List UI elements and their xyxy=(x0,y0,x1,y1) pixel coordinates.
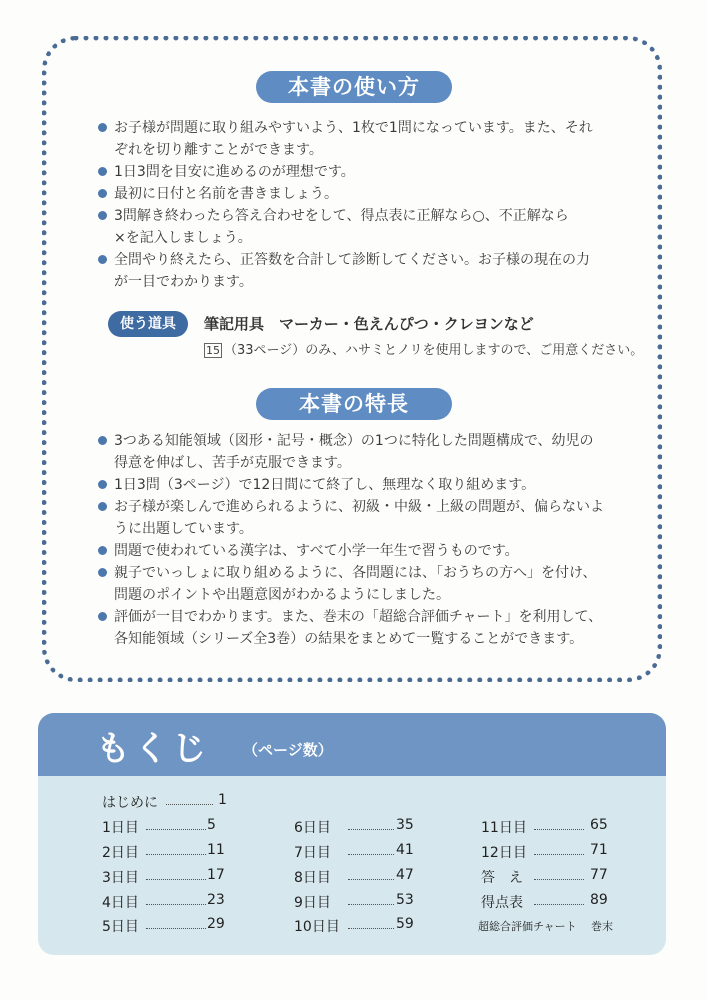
usage-item-line: 3問解き終わったら答え合わせをして、得点表に正解なら○、不正解なら xyxy=(114,208,569,224)
tools-main-text: 筆記用具 マーカー・色えんぴつ・クレヨンなど xyxy=(204,315,534,333)
usage-item xyxy=(98,117,638,161)
toc-entry-label-c1-1: 2日目 xyxy=(102,845,139,861)
toc-leader-c1-2 xyxy=(146,879,206,880)
features-item-line: 問題のポイントや出題意図がわかるようにしました。 xyxy=(114,587,450,603)
toc-entry-label-c1-3: 4日目 xyxy=(102,895,139,911)
features-item xyxy=(98,496,638,540)
toc-leader-c2-4 xyxy=(348,928,394,929)
usage-item-line: が一目でわかります。 xyxy=(114,274,253,290)
features-item-line: うに出題しています。 xyxy=(114,521,253,537)
toc-entry-page-c2-0: 35 xyxy=(396,817,414,833)
toc-entry-page-c2-3: 53 xyxy=(396,892,414,908)
bullet-dot-icon xyxy=(98,123,107,132)
toc-leader-c3-3 xyxy=(534,904,584,905)
bullet-dot-icon xyxy=(98,211,107,220)
usage-item-line: 1日3問を目安に進めるのが理想です。 xyxy=(114,164,355,180)
features-item-line: お子様が楽しんで進められるように、初級・中級・上級の問題が、偏らないよ xyxy=(114,499,604,515)
toc-leader-c2-1 xyxy=(348,854,394,855)
bullet-dot-icon xyxy=(98,502,107,511)
features-item-line: 問題で使われている漢字は、すべて小学一年生で習うものです。 xyxy=(114,543,519,559)
usage-item-line: ×を記入しましょう。 xyxy=(114,230,252,246)
features-item-line: 3つある知能領域（図形・記号・概念）の1つに特化した問題構成で、幼児の xyxy=(114,433,594,449)
toc-entry-label-c3-1: 12日目 xyxy=(481,845,527,861)
features-item xyxy=(98,474,638,496)
features-item-line: 1日3問（3ページ）で12日間にて終了し、無理なく取り組めます。 xyxy=(114,477,536,493)
toc-entry-label-c2-1: 7日目 xyxy=(294,845,331,861)
features-item-line: 各知能領域（シリーズ全3巻）の結果をまとめて一覧することができます。 xyxy=(114,631,584,647)
toc-entry-page-c2-2: 47 xyxy=(396,867,414,883)
toc-entry-page-c1-3: 23 xyxy=(207,892,225,908)
toc-entry-label-intro: はじめに xyxy=(102,795,158,811)
toc-entry-page-c3-3: 89 xyxy=(590,892,608,908)
features-heading: 本書の特長 xyxy=(256,388,452,420)
features-item xyxy=(98,540,638,562)
toc-leader-c1-3 xyxy=(146,904,206,905)
toc-entry-page-intro: 1 xyxy=(218,792,227,808)
toc-header xyxy=(38,713,666,776)
toc-entry-page-c1-1: 11 xyxy=(207,842,225,858)
tools-note-text: （33ページ）のみ、ハサミとノリを使用しますので、ご用意ください。 xyxy=(224,343,644,358)
toc-entry-label-c1-2: 3日目 xyxy=(102,870,139,886)
toc-leader-c3-0 xyxy=(534,829,584,830)
features-item xyxy=(98,562,638,606)
toc-entry-page-c2-4: 59 xyxy=(396,916,414,932)
usage-item-line: 最初に日付と名前を書きましょう。 xyxy=(114,186,338,202)
usage-item-line: 全問やり終えたら、正答数を合計して診断してください。お子様の現在の力 xyxy=(114,252,590,268)
toc-title: もくじ xyxy=(96,729,210,769)
toc-entry-page-c3-1: 71 xyxy=(590,842,608,858)
toc-chart-label: 超総合評価チャート xyxy=(478,920,577,933)
usage-item xyxy=(98,183,638,205)
features-item xyxy=(98,606,638,650)
bullet-dot-icon xyxy=(98,189,107,198)
toc-entry-label-c3-0: 11日目 xyxy=(481,820,527,836)
page-number-box: 15 xyxy=(206,344,220,357)
features-item-line: 評価が一目でわかります。また、巻末の「超総合評価チャート」を利用して、 xyxy=(114,609,603,625)
toc-entry-label-c3-2: 答 え xyxy=(481,870,523,886)
toc-entry-page-c1-0: 5 xyxy=(207,817,216,833)
toc-entry-label-c2-0: 6日目 xyxy=(294,820,331,836)
toc-entry-page-c3-0: 65 xyxy=(590,817,608,833)
usage-item xyxy=(98,249,638,293)
toc-leader-c2-3 xyxy=(348,904,394,905)
toc-leader-c3-1 xyxy=(534,854,584,855)
bullet-dot-icon xyxy=(98,480,107,489)
features-item xyxy=(98,430,638,474)
features-list xyxy=(98,430,638,650)
bullet-dot-icon xyxy=(98,167,107,176)
toc-subtitle: （ページ数） xyxy=(243,741,333,759)
toc-leader-intro xyxy=(166,804,213,805)
toc-entry-page-c1-2: 17 xyxy=(207,867,225,883)
bullet-dot-icon xyxy=(98,436,107,445)
toc-entry-label-c2-4: 10日目 xyxy=(294,919,340,935)
bullet-dot-icon xyxy=(98,612,107,621)
features-item-line: 親子でいっしょに取り組めるように、各問題には、「おうちの方へ」を付け、 xyxy=(114,565,597,581)
toc-leader-c3-2 xyxy=(534,879,584,880)
toc-chart-page: 巻末 xyxy=(591,920,613,933)
bullet-dot-icon xyxy=(98,546,107,555)
toc-entry-label-c3-3: 得点表 xyxy=(481,895,523,911)
bullet-dot-icon xyxy=(98,568,107,577)
toc-entry-label-c2-2: 8日目 xyxy=(294,870,331,886)
toc-leader-c2-2 xyxy=(348,879,394,880)
toc-entry-label-c2-3: 9日目 xyxy=(294,895,331,911)
toc-entry-page-c3-2: 77 xyxy=(590,867,608,883)
usage-item-line: ぞれを切り離すことができます。 xyxy=(114,142,323,158)
toc-leader-c1-0 xyxy=(146,829,206,830)
toc-leader-c1-4 xyxy=(146,928,206,929)
toc-leader-c1-1 xyxy=(146,854,206,855)
usage-item xyxy=(98,161,638,183)
usage-list xyxy=(98,117,638,293)
toc-entry-label-c1-0: 1日目 xyxy=(102,820,139,836)
features-item-line: 得意を伸ばし、苦手が克服できます。 xyxy=(114,455,351,471)
toc-panel xyxy=(38,713,666,955)
bullet-dot-icon xyxy=(98,255,107,264)
toc-entry-page-c2-1: 41 xyxy=(396,842,414,858)
usage-item-line: お子様が問題に取り組みやすいよう、1枚で1問になっています。また、それ xyxy=(114,120,593,136)
toc-leader-c2-0 xyxy=(348,829,394,830)
toc-entry-page-c1-4: 29 xyxy=(207,916,225,932)
tools-badge: 使う道具 xyxy=(108,311,188,337)
usage-item xyxy=(98,205,638,249)
tools-note xyxy=(204,339,643,358)
toc-entry-label-c1-4: 5日目 xyxy=(102,919,139,935)
usage-heading: 本書の使い方 xyxy=(256,71,452,103)
